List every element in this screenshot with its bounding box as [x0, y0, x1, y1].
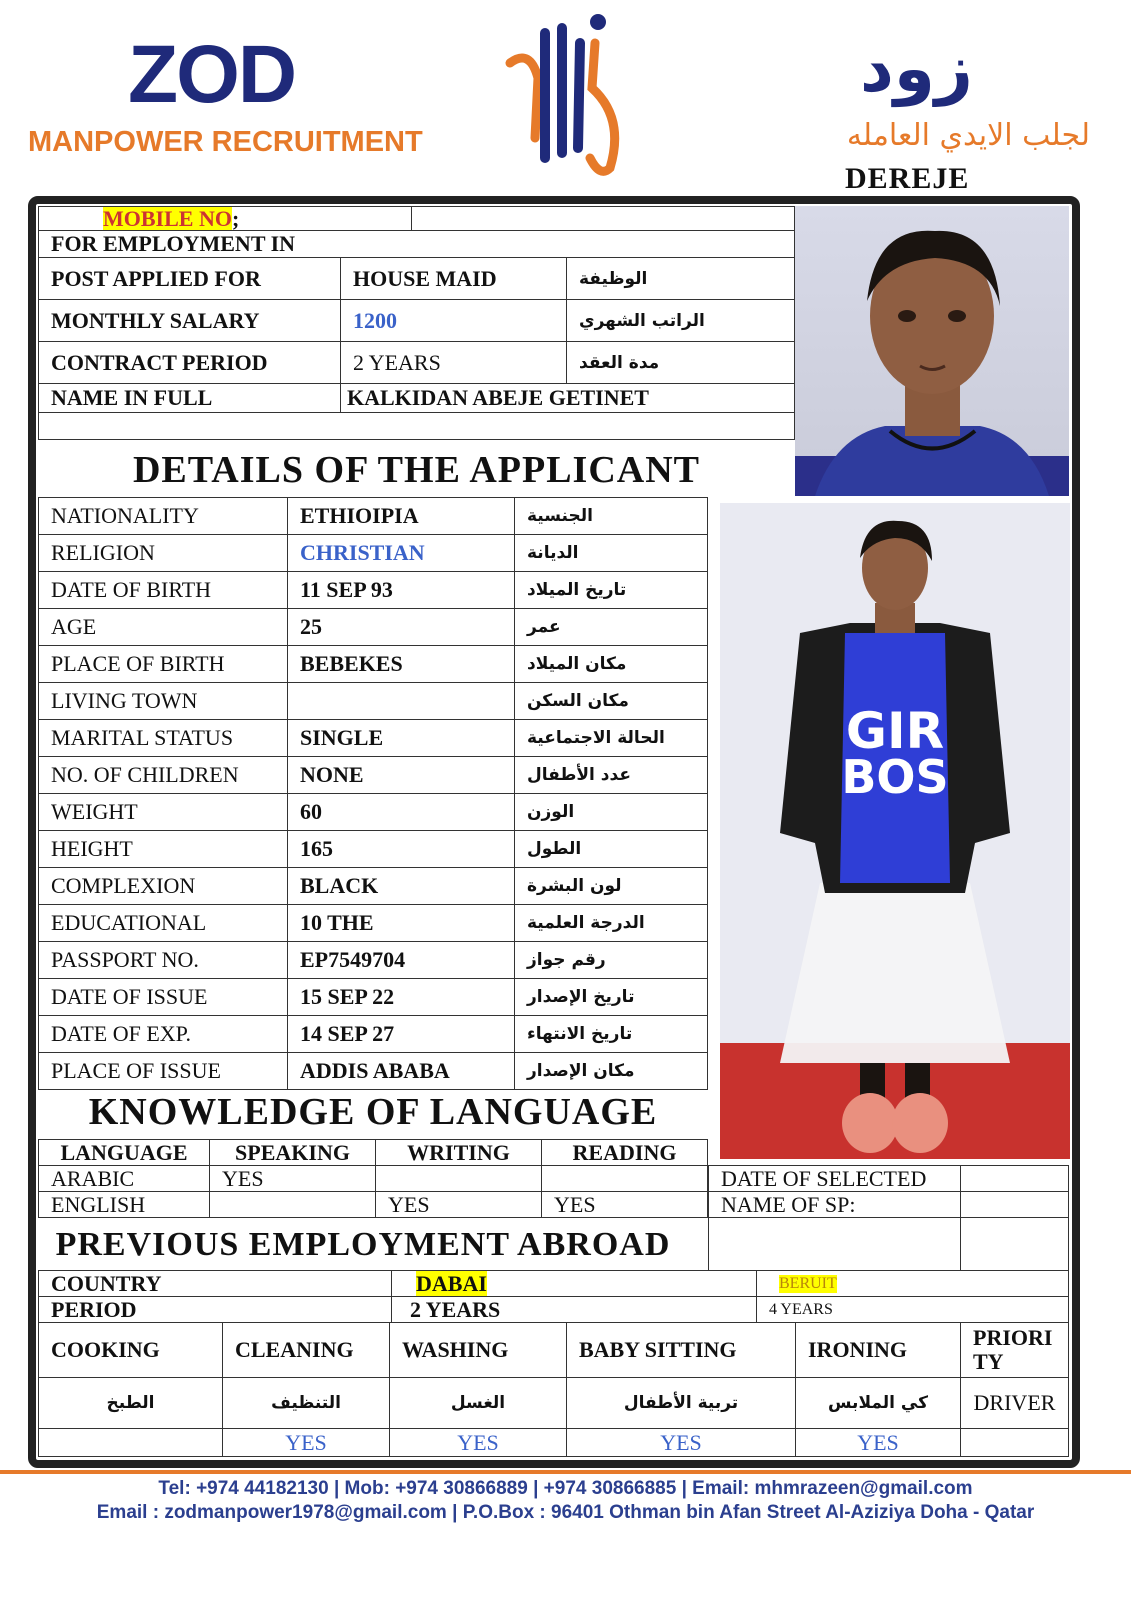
arabic-speaking: YES	[209, 1165, 376, 1192]
detail-label: DATE OF EXP.	[38, 1015, 288, 1053]
period-2: 4 YEARS	[756, 1296, 1069, 1323]
mobile-label-cell	[38, 206, 412, 231]
detail-value	[287, 682, 515, 720]
detail-value: 10 THE	[287, 904, 515, 942]
skill-arabic-cleaning: التنظيف	[222, 1377, 390, 1429]
english-reading: YES	[541, 1191, 708, 1218]
mobile-suffix: ;	[231, 206, 240, 231]
brand-subtitle: MANPOWER RECRUITMENT	[28, 126, 423, 158]
detail-label: PASSPORT NO.	[38, 941, 288, 979]
detail-label: WEIGHT	[38, 793, 288, 831]
detail-arabic-label: عمر	[514, 608, 708, 646]
detail-label: LIVING TOWN	[38, 682, 288, 720]
english-speaking	[209, 1191, 376, 1218]
detail-arabic-label: تاريخ الإصدار	[514, 978, 708, 1016]
language-arabic: ARABIC	[38, 1165, 210, 1192]
detail-value: ADDIS ABABA	[287, 1052, 515, 1090]
detail-label: RELIGION	[38, 534, 288, 572]
skill-arabic-cooking: الطبخ	[38, 1377, 223, 1429]
detail-label: PLACE OF ISSUE	[38, 1052, 288, 1090]
blank-row	[38, 412, 795, 440]
skill-answer-cleaning: YES	[222, 1428, 390, 1457]
salary-ar: الراتب الشهري	[566, 299, 795, 342]
skill-answer-ironing: YES	[795, 1428, 961, 1457]
name-label: NAME IN FULL	[38, 383, 341, 413]
svg-text:BOS: BOS	[841, 750, 949, 804]
zod-emblem-icon	[500, 8, 640, 178]
skill-arabic-ironing: كي الملابس	[795, 1377, 961, 1429]
language-english: ENGLISH	[38, 1191, 210, 1218]
arabic-writing	[375, 1165, 542, 1192]
country-label: COUNTRY	[38, 1270, 392, 1297]
footer-contact-line-1: Tel: +974 44182130 | Mob: +974 30866889 | +974 30866885 | Email: mhmrazeen@gmail.com	[158, 1478, 973, 1499]
detail-arabic-label: تاريخ الانتهاء	[514, 1015, 708, 1053]
skill-answer-cooking	[38, 1428, 223, 1457]
detail-label: EDUCATIONAL	[38, 904, 288, 942]
skill-answer-baby-sitting: YES	[566, 1428, 796, 1457]
applicant-portrait-photo	[795, 206, 1069, 496]
detail-label: DATE OF BIRTH	[38, 571, 288, 609]
applicant-full-photo	[720, 503, 1070, 1159]
details-title: DETAILS OF THE APPLICANT	[132, 449, 701, 491]
country-2-cell	[756, 1270, 1069, 1297]
skill-header-cleaning: CLEANING	[222, 1322, 390, 1378]
detail-label: HEIGHT	[38, 830, 288, 868]
detail-value: 25	[287, 608, 515, 646]
salary-label: MONTHLY SALARY	[38, 299, 341, 342]
period-1: 2 YEARS	[391, 1296, 757, 1323]
country-1: DABAI	[416, 1270, 487, 1296]
sp-blank-left	[708, 1217, 961, 1271]
language-header-speaking: SPEAKING	[209, 1139, 376, 1166]
detail-arabic-label: الدرجة العلمية	[514, 904, 708, 942]
date-selected-label: DATE OF SELECTED	[708, 1165, 961, 1192]
arabic-reading	[541, 1165, 708, 1192]
mobile-value-cell	[411, 206, 795, 231]
footer-divider	[0, 1470, 1131, 1474]
detail-arabic-label: الحالة الاجتماعية	[514, 719, 708, 757]
detail-arabic-label: تاريخ الميلاد	[514, 571, 708, 609]
skill-header-washing: WASHING	[389, 1322, 567, 1378]
detail-label: PLACE OF BIRTH	[38, 645, 288, 683]
skill-header-baby-sitting: BABY SITTING	[566, 1322, 796, 1378]
detail-label: COMPLEXION	[38, 867, 288, 905]
post-applied-label: POST APPLIED FOR	[38, 257, 341, 300]
brand-arabic-logo: زود	[860, 30, 973, 107]
salary-value: 1200	[340, 299, 567, 342]
period-label: PERIOD	[38, 1296, 392, 1323]
detail-arabic-label: لون البشرة	[514, 867, 708, 905]
detail-arabic-label: رقم جواز	[514, 941, 708, 979]
language-title: KNOWLEDGE OF LANGUAGE	[88, 1091, 658, 1133]
detail-value: 15 SEP 22	[287, 978, 515, 1016]
skill-arabic-baby-sitting: تربية الأطفال	[566, 1377, 796, 1429]
agent-name: DEREJE	[845, 162, 970, 195]
date-selected-value	[960, 1165, 1069, 1192]
previous-employment-title: PREVIOUS EMPLOYMENT ABROAD	[55, 1226, 671, 1263]
country-1-cell	[391, 1270, 757, 1297]
sp-blank-right	[960, 1217, 1069, 1271]
language-header-writing: WRITING	[375, 1139, 542, 1166]
detail-label: NATIONALITY	[38, 497, 288, 535]
detail-label: NO. OF CHILDREN	[38, 756, 288, 794]
detail-value: ETHIOIPIA	[287, 497, 515, 535]
brand-arabic-subtitle: لجلب الايدي العامله	[846, 118, 1090, 153]
contract-value: 2 YEARS	[340, 341, 567, 384]
post-applied-value: HOUSE MAID	[340, 257, 567, 300]
detail-arabic-label: الديانة	[514, 534, 708, 572]
country-2: BERUIT	[779, 1274, 837, 1292]
for-employment-label: FOR EMPLOYMENT IN	[38, 230, 795, 258]
detail-arabic-label: مكان الإصدار	[514, 1052, 708, 1090]
detail-value: 165	[287, 830, 515, 868]
mobile-label: MOBILE NO	[103, 206, 232, 231]
detail-arabic-label: عدد الأطفال	[514, 756, 708, 794]
contract-ar: مدة العقد	[566, 341, 795, 384]
svg-text:GIR: GIR	[845, 702, 945, 760]
post-applied-ar: الوظيفة	[566, 257, 795, 300]
footer-contact-line-2: Email : zodmanpower1978@gmail.com | P.O.Box : 96401 Othman bin Afan Street Al-Aziziya Doha - Qatar	[96, 1502, 1035, 1523]
contract-label: CONTRACT PERIOD	[38, 341, 341, 384]
detail-label: MARITAL STATUS	[38, 719, 288, 757]
skill-answer-priority	[960, 1428, 1069, 1457]
brand-logo-text: ZOD	[128, 29, 296, 120]
language-header-language: LANGUAGE	[38, 1139, 210, 1166]
skill-answer-washing: YES	[389, 1428, 567, 1457]
name-sp-value	[960, 1191, 1069, 1218]
detail-label: AGE	[38, 608, 288, 646]
english-writing: YES	[375, 1191, 542, 1218]
detail-value: EP7549704	[287, 941, 515, 979]
detail-arabic-label: الطول	[514, 830, 708, 868]
detail-arabic-label: مكان الميلاد	[514, 645, 708, 683]
skill-header-priority: PRIORI TY	[960, 1322, 1069, 1378]
detail-value: 60	[287, 793, 515, 831]
skill-header-ironing: IRONING	[795, 1322, 961, 1378]
skill-header-cooking: COOKING	[38, 1322, 223, 1378]
detail-value: 14 SEP 27	[287, 1015, 515, 1053]
detail-label: DATE OF ISSUE	[38, 978, 288, 1016]
skill-arabic-washing: الغسل	[389, 1377, 567, 1429]
detail-arabic-label: الوزن	[514, 793, 708, 831]
detail-value: SINGLE	[287, 719, 515, 757]
detail-value: NONE	[287, 756, 515, 794]
language-header-reading: READING	[541, 1139, 708, 1166]
detail-value: 11 SEP 93	[287, 571, 515, 609]
detail-arabic-label: الجنسية	[514, 497, 708, 535]
detail-value: CHRISTIAN	[287, 534, 515, 572]
priority-value: DRIVER	[960, 1377, 1069, 1429]
detail-value: BEBEKES	[287, 645, 515, 683]
detail-arabic-label: مكان السكن	[514, 682, 708, 720]
name-value: KALKIDAN ABEJE GETINET	[340, 383, 795, 413]
detail-value: BLACK	[287, 867, 515, 905]
name-sp-label: NAME OF SP:	[708, 1191, 961, 1218]
